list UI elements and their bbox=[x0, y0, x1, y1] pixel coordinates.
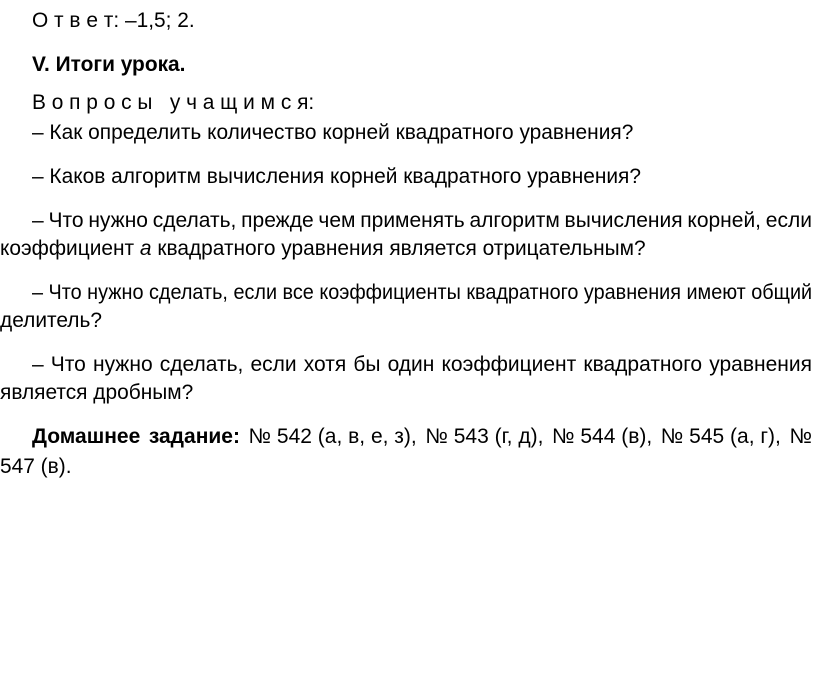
q5-word: если bbox=[250, 353, 297, 376]
question-1: – Как определить количество корней квадратного уравнения? bbox=[32, 121, 634, 144]
homework-label-word-2: задание: bbox=[148, 425, 240, 448]
q5-word: хотя bbox=[303, 353, 347, 376]
question-3-line-2 bbox=[0, 234, 812, 264]
q3-pre: коэффициент bbox=[0, 237, 140, 260]
q5-word: – bbox=[32, 353, 44, 376]
q3-word: алгоритм bbox=[469, 209, 560, 232]
homework-item: № bbox=[789, 425, 812, 448]
q5-word: Что bbox=[50, 353, 86, 376]
question-3-line-1 bbox=[0, 206, 812, 236]
q3-word: прежде bbox=[241, 209, 314, 232]
homework-item: № 544 (в), bbox=[552, 425, 653, 448]
question-4-line-1: – Что нужно сделать, если все коэффициенты квадратного уравнения имеют общий bbox=[32, 281, 813, 304]
q3-word: нужно bbox=[88, 209, 148, 232]
question-5-line-1 bbox=[0, 350, 812, 380]
q3-italic-a: а bbox=[139, 237, 152, 260]
question-4-line-2: делитель? bbox=[0, 309, 102, 332]
homework-item: № 543 (г, д), bbox=[425, 425, 544, 448]
q3-word: вычисления bbox=[564, 209, 683, 232]
q5-word: один bbox=[387, 353, 435, 376]
question-5-line-2: является дробным? bbox=[0, 381, 194, 404]
questions-heading: В о п р о с ы у ч а щ и м с я: bbox=[32, 91, 315, 114]
q5-word: бы bbox=[353, 353, 381, 376]
answer-line bbox=[32, 6, 812, 36]
q5-word: сделать, bbox=[159, 353, 244, 376]
answer-value: –1,5; 2. bbox=[124, 9, 195, 32]
q5-word: коэффициент bbox=[441, 353, 577, 376]
q5-word: уравнения bbox=[709, 353, 812, 376]
answer-label: О т в е т: bbox=[32, 9, 120, 32]
homework-line-2: 547 (в). bbox=[0, 455, 72, 478]
homework-item: № 545 (а, г), bbox=[660, 425, 781, 448]
q5-word: квадратного bbox=[583, 353, 703, 376]
q3-word: чем bbox=[318, 209, 356, 232]
question-2: – Каков алгоритм вычисления корней квадратного уравнения? bbox=[32, 165, 642, 188]
q5-word: нужно bbox=[92, 353, 153, 376]
q3-word: – bbox=[32, 209, 44, 232]
homework-item: № 542 (а, в, е, з), bbox=[248, 425, 417, 448]
q3-word: применять bbox=[360, 209, 465, 232]
section-title: V. Итоги урока. bbox=[32, 53, 186, 76]
q3-word: корней, bbox=[687, 209, 762, 232]
q3-post: квадратного уравнения является отрицательным? bbox=[151, 237, 646, 260]
q3-word: если bbox=[765, 209, 812, 232]
q3-word: Что bbox=[48, 209, 84, 232]
homework-line-1 bbox=[0, 422, 812, 452]
q3-word: сделать, bbox=[152, 209, 237, 232]
homework-label-word-1: Домашнее bbox=[32, 425, 141, 448]
